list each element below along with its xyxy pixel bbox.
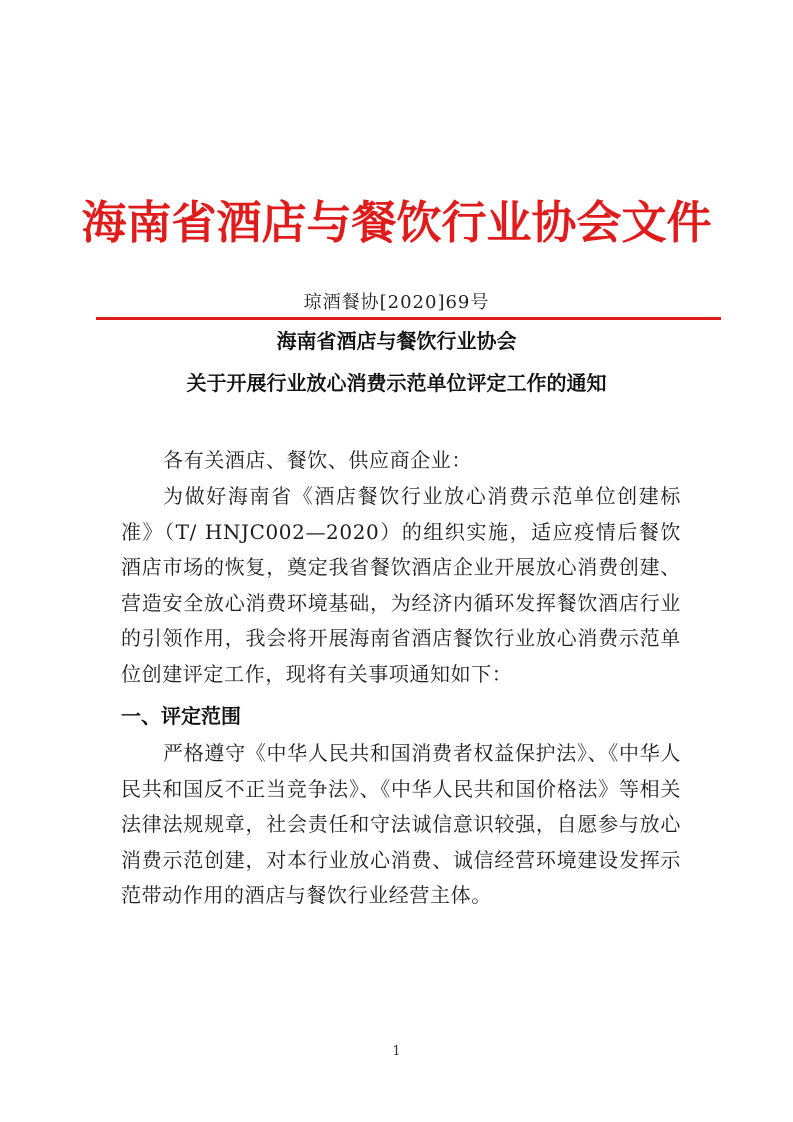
paragraph-scope: 严格遵守《中华人民共和国消费者权益保护法》、《中华人民共和国反不正当竞争法》、《中华人民共和国价格法》等相关法律法规规章，社会责任和守法诚信意识较强，自愿参与放心消费示范创建，对本行业放心消费、诚信经营环境建设发挥示范带动作用的酒店与餐饮行业经营主体。 <box>121 741 681 908</box>
paragraph-intro: 为做好海南省《酒店餐饮行业放心消费示范单位创建标准》（T/ HNJC002—2020）的组织实施，适应疫情后餐饮酒店市场的恢复，奠定我省餐饮酒店企业开展放心消费创建、营造安全放心消费环境基础，为经济内循环发挥餐饮酒店行业的引领作用，我会将开展海南省酒店餐饮行业放心消费示范单位创建评定工作，现将有关事项通知如下： <box>121 484 681 686</box>
issuer-title: 海南省酒店与餐饮行业协会文件 <box>81 196 712 249</box>
salutation: 各有关酒店、餐饮、供应商企业： <box>163 448 472 472</box>
red-divider <box>96 317 721 320</box>
section-heading-scope: 一、评定范围 <box>121 704 241 728</box>
document-number: 琼酒餐协[2020]69号 <box>303 292 490 313</box>
notice-title-line-2: 关于开展行业放心消费示范单位评定工作的通知 <box>186 371 607 395</box>
notice-title-line-1: 海南省酒店与餐饮行业协会 <box>276 329 517 353</box>
page-number: 1 <box>392 1044 401 1059</box>
